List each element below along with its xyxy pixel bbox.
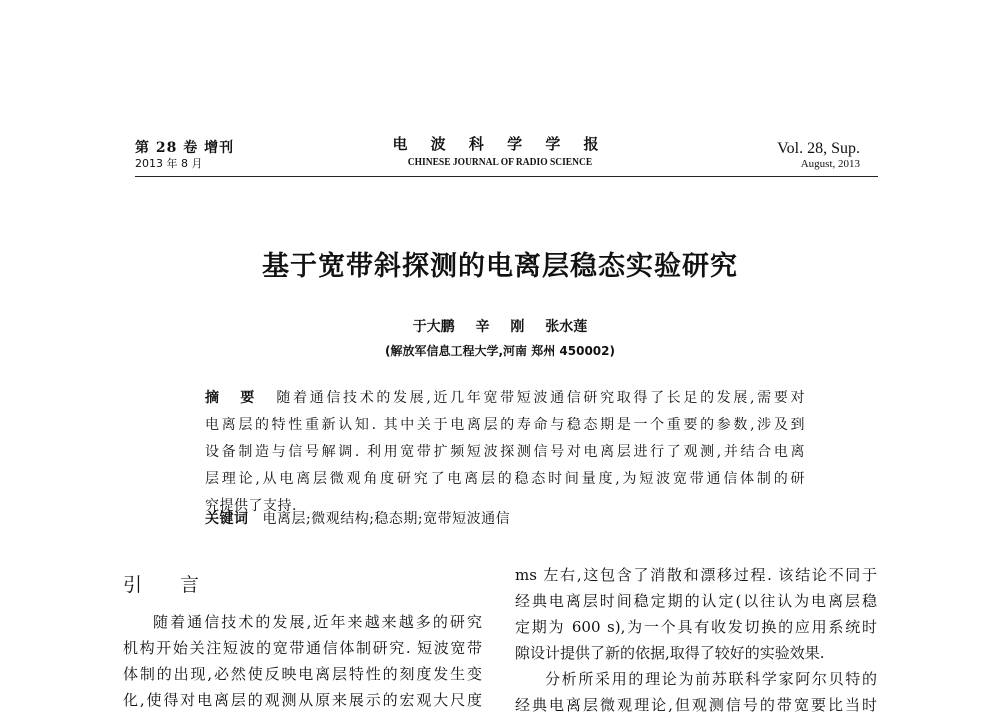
date-cn: 2013 年 8 月 [135,157,203,170]
section-heading-introduction: 引 言 [123,574,216,596]
abstract-line [205,385,805,412]
body-line: 体制的出现,必然使反映电离层特性的刻度发生变 [123,665,482,683]
journal-name-cn: 电 波 科 学 学 报 [392,135,608,153]
date-en: August, 2013 [800,158,860,170]
body-line: 分析所采用的理论为前苏联科学家阿尔贝特的 [545,670,877,688]
abstract [205,385,805,520]
abstract-line: 设备制造与信号解调. 利用宽带扩频短波探测信号对电离层进行了观测,并结合电离 [205,444,805,460]
abstract-text: 随着通信技术的发展,近几年宽带短波通信研究取得了长足的发展,需要对 [276,390,806,406]
body-line: ms 左右,这包含了消散和漂移过程. 该结论不同于 [515,566,877,584]
body-line: 隙设计提供了新的依据,取得了较好的实验效果. [515,644,825,662]
volume-issue-en: Vol. 28, Sup. [777,140,860,157]
affiliation: (解放军信息工程大学,河南 郑州 450002) [385,344,615,358]
header-rule [135,176,878,177]
paper-title: 基于宽带斜探测的电离层稳态实验研究 [262,251,738,282]
volume-issue-cn: 第 28 卷 增刊 [135,140,235,156]
body-line: 随着通信技术的发展,近年来越来越多的研究 [153,613,482,631]
body-line: 机构开始关注短波的宽带通信体制研究. 短波宽带 [123,639,482,657]
authors: 于大鹏 辛 刚 张水莲 [412,319,588,335]
keywords-label: 关键词 [205,511,249,527]
abstract-line: 电离层的特性重新认知. 其中关于电离层的寿命与稳态期是一个重要的参数,涉及到 [205,417,805,433]
keywords [205,508,510,528]
keywords-text: 电离层;微观结构;稳态期;宽带短波通信 [262,511,511,527]
body-column-left [123,609,482,713]
journal-name-en: CHINESE JOURNAL OF RADIO SCIENCE [407,157,593,168]
body-line: 经典电离层时间稳定期的认定(以往认为电离层稳 [515,592,877,610]
body-column-right [515,562,877,718]
body-line: 化,使得对电离层的观测从原来展示的宏观大尺度 [123,691,482,709]
body-line: 经典电离层微观理论,但观测信号的带宽要比当时 [515,696,877,714]
abstract-label: 摘 要 [205,390,263,406]
body-line: 定期为 600 s),为一个具有收发切换的应用系统时 [515,618,877,636]
abstract-line: 层理论,从电离层微观角度研究了电离层的稳态时间量度,为短波宽带通信体制的研 [205,471,805,487]
abstract-line: 究提供了支持. [205,498,297,514]
